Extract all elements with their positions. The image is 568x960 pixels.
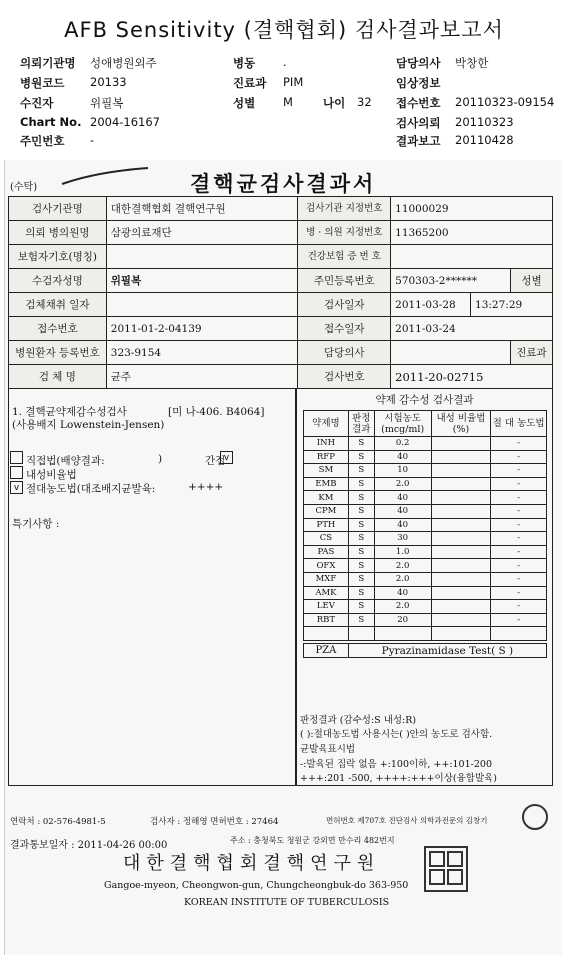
table-cell: SM (304, 464, 349, 478)
header-value-age: 32 (357, 95, 372, 109)
table-cell (431, 532, 491, 546)
absolute-method-label: 절대농도법(대조배지균발육: (26, 483, 156, 495)
pza-label: PZA (304, 644, 349, 658)
table-cell (304, 627, 349, 641)
header-label-clinical-info: 임상정보 (396, 76, 441, 90)
table-row (304, 477, 547, 491)
table-cell: S (348, 450, 374, 464)
cell-value: 대한결핵협회 결핵연구원 (106, 197, 298, 221)
table-row (9, 365, 553, 389)
table-cell: S (348, 545, 374, 559)
cell-label: 검체채취 일자 (9, 293, 107, 317)
cell-label: 성별 (510, 269, 552, 293)
cell-label: 의뢰 병의원명 (9, 221, 107, 245)
table-row (304, 450, 547, 464)
legend-line-2: ( ):절대농도법 사용시는( )안의 농도로 검사함. (300, 729, 493, 740)
header-value-report-date: 20110428 (455, 133, 514, 147)
direct-method-close: ) (158, 453, 163, 465)
table-cell: S (348, 532, 374, 546)
header-value-doctor: 박창한 (455, 56, 489, 70)
cell-value (391, 341, 511, 365)
table-cell (491, 627, 547, 641)
header-value-patient: 위필복 (90, 96, 124, 110)
table-cell: 20 (374, 613, 431, 627)
ast-table (303, 410, 547, 641)
legend-line-3: 균발육표시법 (300, 744, 356, 755)
table-cell: - (491, 532, 547, 546)
table-cell (431, 545, 491, 559)
cell-label: 병원환자 등록번호 (9, 341, 107, 365)
header-label-age: 나이 (323, 96, 346, 110)
header-label-patient: 수진자 (20, 96, 54, 110)
table-cell: - (491, 559, 547, 573)
cell-label: 검 체 명 (9, 365, 107, 389)
header-label-chart: Chart No. (20, 115, 82, 129)
table-cell: RFP (304, 450, 349, 464)
header-label-report-date: 결과보고 (396, 134, 441, 148)
table-row (304, 613, 547, 627)
header-label-resident-no: 주민번호 (20, 134, 65, 148)
column-header: 판정 결과 (348, 411, 374, 437)
cell-value (391, 245, 553, 269)
table-cell (348, 627, 374, 641)
table-cell: S (348, 572, 374, 586)
pen-mark (60, 166, 150, 188)
cell-label: 건강보험 증 번 호 (298, 245, 391, 269)
table-cell: 1.0 (374, 545, 431, 559)
table-cell: 40 (374, 450, 431, 464)
table-cell: S (348, 559, 374, 573)
cell-value: 2011-03-24 (391, 317, 553, 341)
table-row (304, 572, 547, 586)
header-value-department: PIM (283, 75, 304, 89)
direct-method-label: 직접법(배양결과: (26, 455, 105, 467)
table-cell: - (491, 477, 547, 491)
control-growth: ++++ (188, 481, 224, 493)
cell-label: 수검자성명 (9, 269, 107, 293)
cell-value: 11000029 (391, 197, 553, 221)
table-cell: S (348, 491, 374, 505)
table-cell: 40 (374, 504, 431, 518)
cell-value: 위필복 (106, 269, 298, 293)
column-header: 약제명 (304, 411, 349, 437)
header-value-ward: . (283, 55, 287, 69)
header-label-doctor: 담당의사 (396, 56, 441, 70)
header-value-resident-no: - (90, 133, 95, 147)
table-row (304, 586, 547, 600)
cell-value: 2011-03-28 (391, 293, 471, 317)
table-cell (431, 627, 491, 641)
table-cell: 2.0 (374, 559, 431, 573)
table-cell: 40 (374, 518, 431, 532)
cell-label: 접수일자 (298, 317, 391, 341)
table-row (304, 437, 547, 451)
indirect-method-checkbox: v (220, 451, 233, 464)
table-row (9, 197, 553, 221)
pza-result: Pyrazinamidase Test( S ) (348, 644, 546, 658)
test-code: [미 나-406. B4064] (168, 406, 265, 418)
ratio-method-checkbox (10, 466, 23, 479)
table-cell: S (348, 600, 374, 614)
table-row (304, 491, 547, 505)
table-cell: 2.0 (374, 600, 431, 614)
cell-value: 삼광의료재단 (106, 221, 298, 245)
cell-value: 11365200 (391, 221, 553, 245)
table-row (304, 627, 547, 641)
table-cell (431, 518, 491, 532)
table-cell (431, 477, 491, 491)
table-row (9, 341, 553, 365)
cell-value: 2011-01-2-04139 (106, 317, 298, 341)
legend-line-4: -:발육된 집락 없음 +:100이하, ++:101-200 (300, 759, 492, 770)
ast-title: 약제 감수성 검사결과 (375, 394, 474, 406)
institute-address-en: Gangoe-myeon, Cheongwon-gun, Chungcheongbuk-do 363-950 (104, 880, 409, 891)
table-cell: EMB (304, 477, 349, 491)
remarks-label: 특기사항 : (12, 518, 60, 530)
table-cell: - (491, 572, 547, 586)
table-cell: - (491, 491, 547, 505)
table-cell: - (491, 600, 547, 614)
header-label-sex: 성별 (233, 96, 256, 110)
table-cell: - (491, 437, 547, 451)
director-seal (522, 804, 548, 830)
cell-label: 보험자기호(명칭) (9, 245, 107, 269)
legend-line-5: +++:201 -500, ++++:+++이상(융합발육) (300, 773, 498, 784)
table-cell: MXF (304, 572, 349, 586)
institute-name: 대한결핵협회결핵연구원 (123, 853, 381, 874)
institute-name-en: KOREAN INSTITUTE OF TUBERCULOSIS (184, 897, 390, 908)
table-cell: S (348, 504, 374, 518)
header-label-request-date: 검사의뢰 (396, 116, 441, 130)
table-cell: PAS (304, 545, 349, 559)
header-label-receipt-no: 접수번호 (396, 96, 441, 110)
table-cell: 0.2 (374, 437, 431, 451)
table-cell: INH (304, 437, 349, 451)
table-cell: CPM (304, 504, 349, 518)
table-cell (431, 613, 491, 627)
table-cell: 30 (374, 532, 431, 546)
cell-label: 병 · 의원 지정번호 (298, 221, 391, 245)
copy-type-label: (수탁) (10, 182, 38, 193)
table-cell (431, 491, 491, 505)
table-cell: - (491, 464, 547, 478)
header-label-institution: 의뢰기관명 (20, 56, 76, 70)
institute-address: 주소 : 충청북도 청원군 강외면 만수리 482번지 (230, 836, 395, 845)
report-title: AFB Sensitivity (결핵협회) 검사결과보고서 (64, 18, 504, 42)
cell-label: 검사기관 지정번호 (298, 197, 391, 221)
inspector-info: 검사자 : 정해영 면허번호 : 27464 (150, 817, 279, 827)
table-cell: - (491, 450, 547, 464)
column-header: 시험농도 (mcg/ml) (374, 411, 431, 437)
table-cell (374, 627, 431, 641)
header-value-request-date: 20110323 (455, 115, 514, 129)
table-cell: S (348, 437, 374, 451)
cell-value: 570303-2****** (391, 269, 511, 293)
table-cell: LEV (304, 600, 349, 614)
contact-number: 연락처 : 02-576-4981-5 (10, 817, 106, 827)
table-cell (431, 450, 491, 464)
table-cell: PTH (304, 518, 349, 532)
table-row (304, 559, 547, 573)
cell-label: 담당의사 (298, 341, 391, 365)
header-value-hospital-code: 20133 (90, 75, 127, 89)
cell-value: 323-9154 (106, 341, 298, 365)
cell-label: 검사번호 (298, 365, 391, 389)
table-row (9, 269, 553, 293)
table-row (304, 504, 547, 518)
header-label-department: 진료과 (233, 76, 267, 90)
document-title: 결핵균검사결과서 (190, 171, 377, 196)
cell-value (106, 293, 298, 317)
table-cell: KM (304, 491, 349, 505)
cell-label: 주민등록번호 (298, 269, 391, 293)
table-cell: S (348, 586, 374, 600)
director-license: 면허번호 제707호 진단검사 의학과전문의 김창기 (326, 816, 488, 825)
seal-pattern (426, 848, 466, 890)
table-cell: S (348, 464, 374, 478)
table-cell: 2.0 (374, 477, 431, 491)
header-label-hospital-code: 병원코드 (20, 76, 65, 90)
table-cell (431, 504, 491, 518)
table-row (9, 221, 553, 245)
table-row (304, 532, 547, 546)
table-cell (431, 572, 491, 586)
cell-value: 13:27:29 (471, 293, 553, 317)
cell-label: 진료과 (510, 341, 552, 365)
cell-value: 2011-20-02715 (391, 365, 553, 389)
legend-line-1: 판정결과 (감수성:S 내성:R) (300, 715, 417, 726)
notice-date: 결과통보일자 : 2011-04-26 00:00 (10, 840, 168, 851)
test-name: 1. 결핵균약제감수성검사 (12, 406, 127, 418)
table-cell: - (491, 518, 547, 532)
table-row (9, 245, 553, 269)
table-row (9, 317, 553, 341)
header-label-ward: 병동 (233, 56, 256, 70)
column-header: 절 대 농도법 (491, 411, 547, 437)
table-row (9, 293, 553, 317)
table-cell (431, 586, 491, 600)
specimen-info-table (8, 196, 553, 389)
table-cell: - (491, 586, 547, 600)
table-cell: S (348, 613, 374, 627)
pza-table (303, 643, 547, 658)
cell-label: 검사기관명 (9, 197, 107, 221)
table-header-row (304, 411, 547, 437)
cell-label: 접수번호 (9, 317, 107, 341)
table-cell: - (491, 504, 547, 518)
table-cell: - (491, 545, 547, 559)
header-value-sex: M (283, 95, 293, 109)
table-cell (431, 437, 491, 451)
table-cell: 40 (374, 491, 431, 505)
table-cell: S (348, 518, 374, 532)
culture-medium: (사용배지 Lowenstein-Jensen) (12, 419, 165, 431)
table-cell: CS (304, 532, 349, 546)
ratio-method-label: 내성비율법 (26, 469, 77, 481)
test-method-panel (8, 388, 296, 786)
table-cell: 10 (374, 464, 431, 478)
institute-seal (424, 846, 468, 892)
table-cell (431, 559, 491, 573)
table-cell: 40 (374, 586, 431, 600)
table-row (304, 545, 547, 559)
header-value-chart: 2004-16167 (90, 115, 160, 129)
header-value-receipt-no: 20110323-09154 (455, 95, 555, 109)
table-cell: 2.0 (374, 572, 431, 586)
table-cell: S (348, 477, 374, 491)
indirect-method-label: 간접 (205, 455, 226, 467)
column-header: 내성 비율법(%) (431, 411, 491, 437)
cell-value (106, 245, 298, 269)
direct-method-checkbox (10, 451, 23, 464)
absolute-method-checkbox: v (10, 481, 23, 494)
header-value-institution: 성애병원외주 (90, 56, 157, 70)
table-cell: OFX (304, 559, 349, 573)
table-row (304, 518, 547, 532)
cell-label: 검사일자 (298, 293, 391, 317)
table-cell (431, 600, 491, 614)
table-cell: AMK (304, 586, 349, 600)
table-cell: - (491, 613, 547, 627)
table-cell (431, 464, 491, 478)
table-row (304, 600, 547, 614)
cell-value: 균주 (106, 365, 298, 389)
table-row (304, 464, 547, 478)
table-cell: RBT (304, 613, 349, 627)
